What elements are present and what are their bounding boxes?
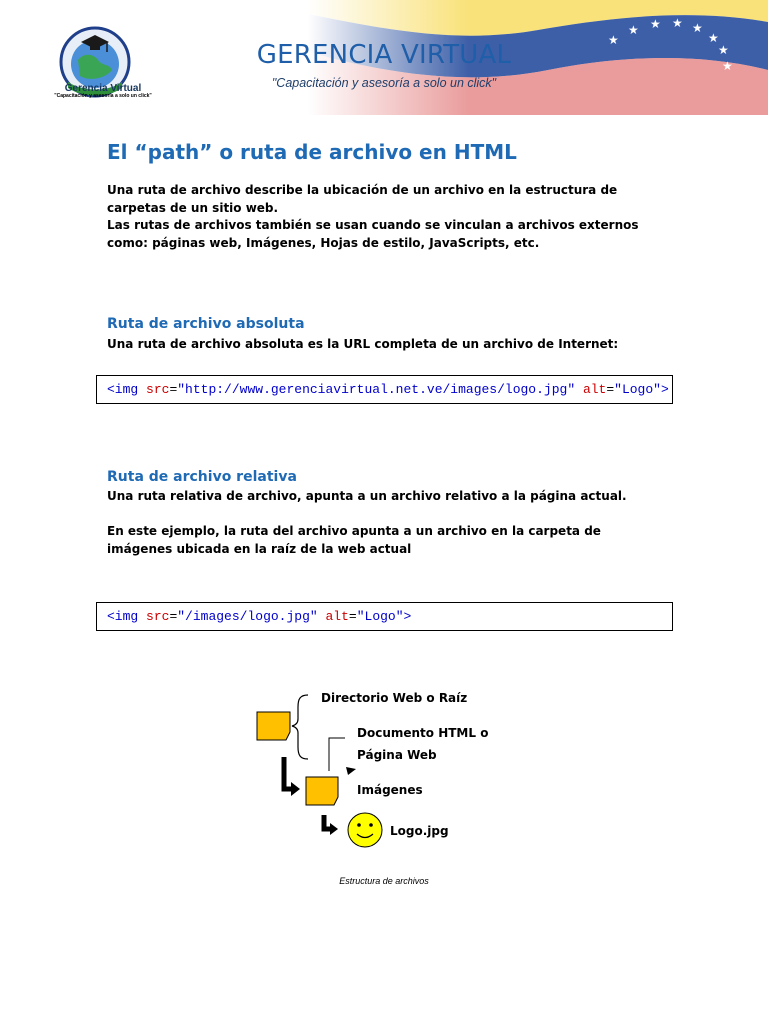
- relative-path-example: En este ejemplo, la ruta del archivo apunta a un archivo en la carpeta de imágenes ubicada en la raíz de la web actual: [107, 524, 601, 556]
- logo-tagline: "Capacitación y asesoría a solo un click": [54, 93, 152, 99]
- code-attr-alt: alt: [325, 609, 349, 624]
- arrow-to-file-icon: [324, 815, 331, 829]
- diagram-caption: Estructura de archivos: [339, 876, 429, 886]
- images-folder-icon: [306, 777, 338, 805]
- code-value-alt: "Logo": [356, 609, 404, 624]
- relative-path-text: Una ruta relativa de archivo, apunta a un archivo relativo a la página actual.: [107, 489, 627, 503]
- html-document-label-line2: Página Web: [357, 748, 437, 762]
- brace-shape: [292, 695, 308, 759]
- intro-paragraph-2: Las rutas de archivos también se usan cuando se vinculan a archivos externos como: páginas web, Imágenes, Hojas de estilo, JavaScripts, etc.: [107, 218, 639, 250]
- html-document-label-line1: Documento HTML o: [357, 726, 489, 740]
- code-tag-open: <img: [107, 382, 139, 397]
- code-value-src: "http://www.gerenciavirtual.net.ve/images/logo.jpg": [177, 382, 576, 397]
- code-value-src: "/images/logo.jpg": [177, 609, 318, 624]
- code-tag-open: <img: [107, 609, 139, 624]
- brand-title: GERENCIA VIRTUAL: [256, 40, 512, 70]
- relative-code-box: <img src="/images/logo.jpg" alt="Logo">: [96, 602, 673, 631]
- brand-tagline: "Capacitación y asesoría a solo un click": [271, 76, 497, 90]
- doc-connector-line: [329, 738, 345, 771]
- logo-name: Gerencia Virtual: [64, 83, 142, 94]
- code-tag-close: >: [660, 382, 669, 397]
- file-structure-diagram: [250, 685, 400, 855]
- logo-file-label: Logo.jpg: [390, 824, 449, 838]
- relative-path-heading: Ruta de archivo relativa: [107, 469, 297, 485]
- arrow-to-images-icon: [284, 757, 292, 789]
- root-folder-icon: [257, 712, 290, 740]
- smiley-icon: [348, 813, 382, 847]
- intro-paragraph-1: Una ruta de archivo describe la ubicación de un archivo en la estructura de carpetas de un sitio web.: [107, 183, 618, 215]
- code-attr-alt: alt: [582, 382, 607, 397]
- code-attr-src: src: [146, 609, 170, 624]
- code-value-alt: "Logo": [614, 382, 661, 397]
- absolute-code-box: <img src="http://www.gerenciavirtual.net.ve/images/logo.jpg" alt="Logo">: [96, 375, 673, 404]
- code-attr-src: src: [146, 382, 170, 397]
- absolute-path-text: Una ruta de archivo absoluta es la URL completa de un archivo de Internet:: [107, 337, 619, 351]
- code-tag-close: >: [403, 609, 412, 624]
- images-folder-label: Imágenes: [357, 783, 423, 797]
- absolute-path-heading: Ruta de archivo absoluta: [107, 316, 305, 332]
- root-directory-label: Directorio Web o Raíz: [321, 691, 468, 705]
- page-title: El “path” o ruta de archivo en HTML: [107, 140, 517, 164]
